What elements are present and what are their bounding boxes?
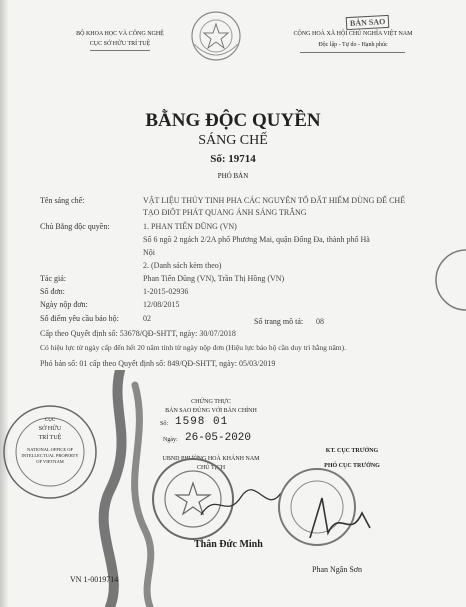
field-appno-label: Số đơn: [40, 287, 65, 296]
national-emblem-icon [188, 8, 244, 64]
sign-position-2: PHÓ CỤC TRƯỞNG [324, 463, 380, 469]
seal-english-3: OF VIETNAM [36, 459, 64, 464]
copy-label: PHÓ BẢN [217, 172, 249, 180]
patent-number: Số: 19714 [210, 153, 256, 165]
header-motto: Độc lập - Tự do - Hạnh phúc [318, 42, 388, 48]
field-appno-value: 1-2015-02936 [143, 287, 189, 296]
field-owner-value-3: Nội [143, 248, 155, 257]
field-filedate-label: Ngày nộp đơn: [40, 300, 88, 309]
office-signature-icon [300, 488, 380, 548]
field-claims-value: 02 [143, 314, 151, 323]
field-owner-value-2: Số 6 ngõ 2 ngách 2/2A phố Phương Mai, quận Đống Đa, thành phố Hà [143, 235, 370, 244]
field-pages-value: 08 [316, 317, 324, 326]
cert-title: CHỨNG THỰC [191, 399, 231, 405]
ward-name: UBND PHƯỜNG HOÀ KHÁNH NAM [162, 456, 260, 462]
sign-position-1: KT. CỤC TRƯỞNG [325, 448, 379, 454]
cert-no-label: Số: [160, 421, 169, 427]
field-validity-line: Có hiệu lực từ ngày cấp đến hết 20 năm tính từ ngày nộp đơn (Hiệu lực bảo hộ cần duy trì hằng năm). [40, 343, 346, 352]
doc-title: BẰNG ĐỘC QUYỀN [145, 110, 321, 131]
header-left-underline [90, 50, 150, 51]
header-right-underline [300, 52, 405, 53]
page-edge-shadow [0, 0, 8, 607]
header-republic: CỘNG HOÀ XÃ HỘI CHỦ NGHĨA VIỆT NAM [293, 31, 413, 37]
field-author-value: Phan Tiến Dũng (VN), Trần Thị Hồng (VN) [143, 274, 285, 283]
field-owner-value-4: 2. (Danh sách kèm theo) [143, 261, 222, 270]
cert-date-label: Ngày: [163, 437, 178, 443]
field-pages-label: Số trang mô tả: [254, 317, 304, 326]
cert-date-value: 26-05-2020 [185, 432, 252, 444]
header-office: CỤC SỞ HỮU TRÍ TUỆ [89, 41, 151, 47]
header-ministry: BỘ KHOA HỌC VÀ CÔNG NGHỆ [76, 31, 164, 37]
seal-english-1: NATIONAL OFFICE OF [26, 447, 74, 452]
edge-stamp-icon [432, 230, 466, 330]
seal-english-2: INTELLECTUAL PROPERTY [21, 453, 79, 458]
doc-subtitle: SÁNG CHẾ [198, 133, 268, 148]
seal-mid-text-2: TRÍ TUỆ [38, 435, 62, 441]
footer-code: VN 1-0019714 [70, 575, 119, 584]
field-decision-line: Cấp theo Quyết định số: 53678/QĐ-SHTT, ngày: 30/07/2018 [40, 329, 236, 338]
cert-no-value: 1598 01 [175, 416, 229, 428]
field-name-label: Tên sáng chế: [40, 196, 85, 205]
copy-stamp: BẢN SAO [346, 15, 390, 30]
seal-mid-text-1: SỞ HỮU [38, 426, 62, 432]
field-name-value-2: TẠO ĐIÔT PHÁT QUANG ÁNH SÁNG TRẮNG [143, 208, 307, 217]
field-owner-label: Chủ Bằng độc quyền: [40, 222, 110, 231]
sign-name: Phan Ngân Sơn [312, 565, 363, 574]
field-filedate-value: 12/08/2015 [143, 300, 180, 309]
field-name-value-1: VẬT LIỆU THỦY TINH PHA CÁC NGUYÊN TỐ ĐẤT HIẾM DÙNG ĐỂ CHẾ [143, 196, 406, 205]
seal-top-text: CỤC [44, 418, 56, 423]
ward-signer-name: Thân Đức Minh [194, 539, 263, 550]
field-claims-label: Số điểm yêu cầu bảo hộ: [40, 314, 119, 323]
field-author-label: Tác giả: [40, 274, 66, 283]
cert-subtitle: BẢN SAO ĐÚNG VỚI BẢN CHÍNH [165, 408, 257, 414]
ward-signature-icon [196, 485, 286, 525]
field-copy-decision-line: Phó bản số: 01 cấp theo Quyết định số: 849/QĐ-SHTT, ngày: 05/03/2019 [40, 359, 276, 368]
ribbon-icon [80, 370, 200, 607]
ward-chair: CHỦ TỊCH [196, 465, 226, 471]
field-owner-value-1: 1. PHAN TIẾN DŨNG (VN) [143, 222, 237, 231]
